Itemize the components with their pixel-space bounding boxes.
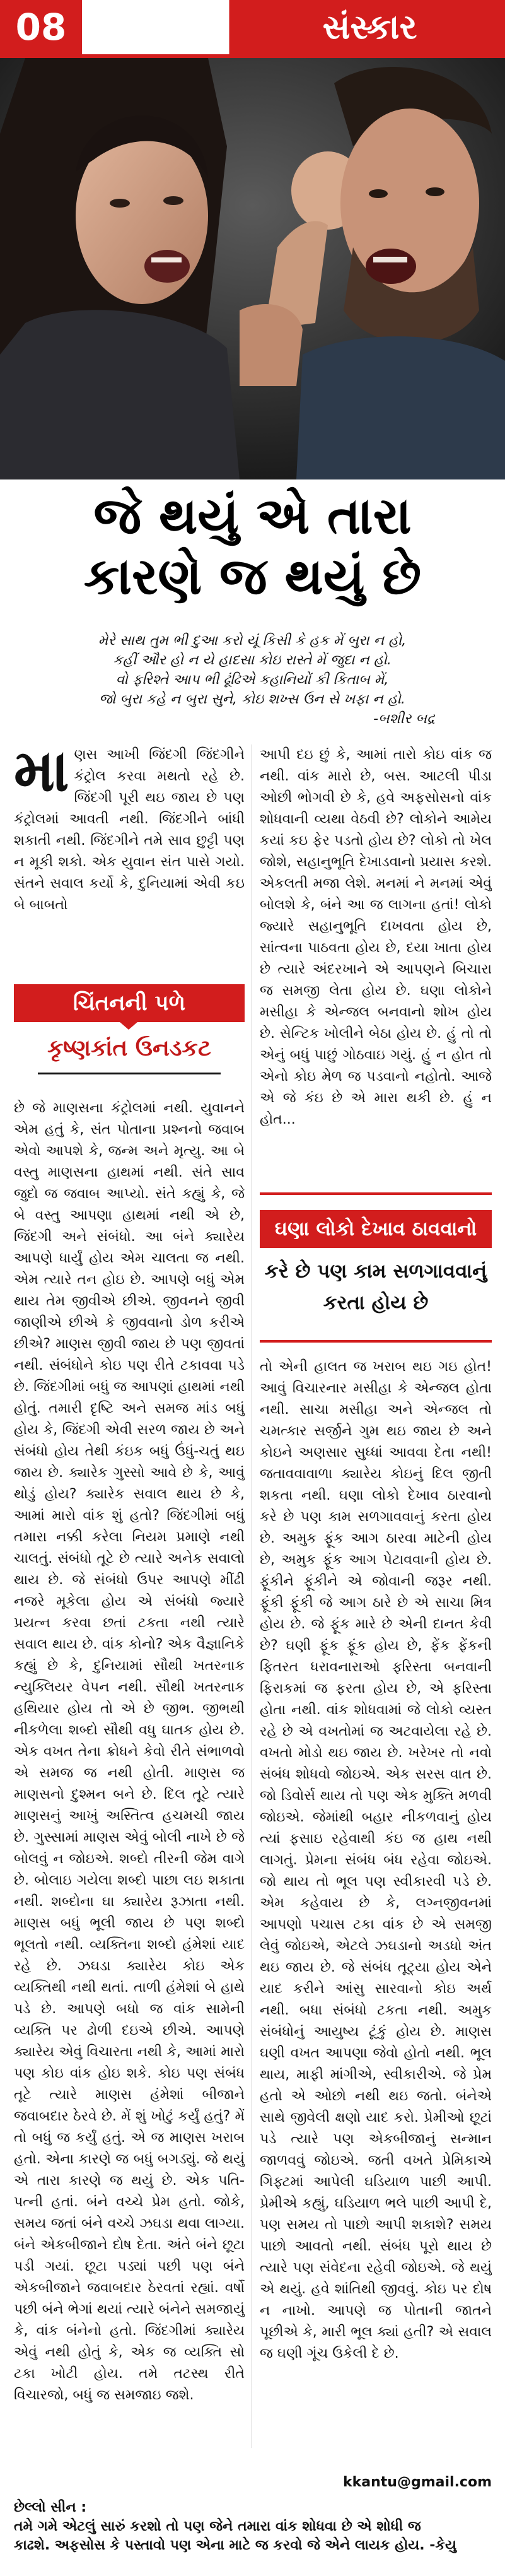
page-number: 08 [0, 0, 82, 54]
couple-arguing-photo [0, 58, 505, 479]
author-email: kkantu@gmail.com [343, 2474, 492, 2490]
masthead [0, 0, 505, 58]
pull-quote-banner: ઘણા લોકો દેખાવ ઠાવવાનો [260, 1210, 492, 1248]
last-scene-line: તમે ગમે એટલું સારું કરશો તો પણ જેને તમારા વાંક શોધવા છે એ શોધી જ [14, 2519, 421, 2534]
body-text-right-upper: આપી દઇ છું કે, આમાં તારો કોઇ વાંક જ નથી. વાંક મારો છે, બસ. આટલી પીડા ઓછી ભોગવી છે કે, હવે અફસોસનો વાંક શોધવાની વ્યથા વેઠવી છે? લોકોને આમેય કયાં કઇ ફેર પડતો હોય છે? લોકો તો ખેલ જોશે, સહાનુભૂતિ દેખાડવાનો પ્રયાસ કરશે. એકલતી મજા લેશે. મનમાં ને મનમાં એવું બોલશે કે, બંને આ જ લાગના હતાં! લોકો જ્યારે સહાનુભૂતિ દાખવતા હોય છે, સાંત્વના પાઠવતા હોય છે, દયા ખાતા હોય છે ત્યારે અંદરખાને એ આપણને બિચારા જ સમજી લેતા હોય છે. ઘણા લોકોને મસીહા કે એન્જલ બનવાનો શોખ હોય છે. સેન્ટિક ખોલીને બેઠા હોય છે. હું તો તો એનું બધું પાછું ગોઠવાઇ ગયું. હું ન હોત તો એનો કોઇ મેળ જ પડવાનો નહોતો. આજે એ જે કંઇ છે એ મારા થકી છે. હું ન હોત... [260, 747, 492, 1127]
column-label: ચિંતનની પળે [14, 984, 245, 1022]
section-brand: સંસ્કાર [235, 0, 505, 54]
article-body-right-upper [260, 744, 492, 1180]
last-scene-line: કાઢશે. અફસોસ કે પસ્તાવો પણ એના માટે જ કરવો જે એને લાયક હોય. -કેયુ [14, 2538, 456, 2553]
pull-quote-line: કરતા હોય છે [323, 1291, 429, 1314]
article-body-left [14, 1098, 245, 2486]
byline-rule [38, 1073, 221, 1074]
pull-quote-line: કરે છે પણ કામ સળગાવવાનું [264, 1260, 487, 1283]
body-text-right-lower: તો એની હાલત જ ખરાબ થઇ ગઇ હોત! આવું વિચારનાર મસીહા કે એન્જલ હોતા નથી. સાચા મસીહા અને એન્જલ તો ચમત્કાર સર્જીને ગુમ થઇ જાય છે અને કોઇને અણસાર સુધ્ધાં આવવા દેતા નથી! જતાવવાવાળા ક્યારેય કોઇનું દિલ જીતી શકતા નથી. ઘણા લોકો દેખાવ ઠારવાનો કરે છે પણ કામ સળગાવવાનું કરતા હોય છે. અમુક ફૂંક આગ ઠારવા માટેની હોય છે, અમુક ફૂંક આગ પેટાવવાની હોય છે. ફૂંકીને ફૂંકીને એ જોવાની જરૂર નથી. ફૂંકી ફૂંકી જે આગ ઠારે છે એ સાચા મિત્ર હોય છે. જે ફૂંક મારે છે એની દાનત કેવી છે? ઘણી ફૂંક ફૂંક હોય છે, ફેંક ફેંકની ફિતરત ધરાવનારાઓ ફરિસ્તા બનવાની ફિરાકમાં જ ફરતા હોય છે, એ ફરિસ્તા હોતા નથી. વાંક શોધવામાં જે લોકો વ્યસ્ત રહે છે એ વખતોમાં જ અટવાયેલા રહે છે. વખતો મોડો થઇ જાય છે. ખરેખર તો નવો સંબંધ શોધવો જોઇએ. એક સરસ વાત છે. જો ડિવોર્સ થાય તો પણ એક મુક્તિ મળવી જોઇએ. જેમાંથી બહાર નીકળવાનું હોય ત્યાં ફસાઇ રહેવાથી કંઇ જ હાથ નથી લાગતું. પ્રેમના સંબંધ બંધ રહેવા જોઇએ. જો થાય તો ભૂલ પણ સ્વીકારવી પડે છે. એમ કહેવાય છે કે, લગ્નજીવનમાં આપણો પચાસ ટકા વાંક છે એ સમજી લેવું જોઇએ, એટલે ઝઘડાનો અડધો અંત થઇ જાય છે. જે સંબંધ તૂટ્યા હોય એને યાદ કરીને આંસુ સારવાનો કોઇ અર્થ નથી. બધા સંબંધો ટકતા નથી. અમુક સંબંધોનું આયુષ્ય ટૂંકું હોય છે. માણસ ઘણી વખત આપણા જેવો હોતો નથી. ભૂલ થાય, માફી માંગીએ, સ્વીકારીએ. જે પ્રેમ હતો એ ઓછો નથી થઇ જતો. બંનેએ સાથે જીવેલી ક્ષણો યાદ કરો. પ્રેમીઓ છૂટાં પડે ત્યારે પણ એકબીજાનું સન્માન જાળવવું જોઇએ. જતી વખતે પ્રેમિકાએ ગિફ્ટમાં આપેલી ઘડિયાળ પાછી આપી. પ્રેમીએ કહ્યું, ઘડિયાળ ભલે પાછી આપી દે, પણ સમય તો પાછો આપી શકાશે? સમય પાછો આવતો નથી. સંબંધ પૂરો થાય છે ત્યારે પણ સંવેદના રહેવી જોઇએ. જે થયું એ થયું. હવે શાંતિથી જીવવું. કોઇ પર દોષ ન નાખો. આપણે જ પોતાની જાતને પૂછીએ કે, મારી ભૂલ ક્યાં હતી? એ સવાલ જ ઘણી ગૂંચ ઉકેલી દે છે. [260, 1359, 492, 2361]
headline-line-1: જે થયું એ તારા [93, 486, 412, 545]
opening-quote [25, 631, 479, 729]
quote-line: વો ફરિશ્તે આપ ભી ઢૂંઢિએ કહાનિયોં કી કિતાબ મેં, [115, 672, 389, 688]
headline-line-2: કારણે જ થયું છે [83, 547, 422, 606]
article-intro [14, 744, 245, 978]
body-text-left: છે જે માણસના કંટ્રોલમાં નથી. યુવાનને એમ હતું કે, સંત પોતાના પ્રશ્નનો જવાબ એવો આપશે કે, જન્મ અને મૃત્યુ. આ બે વસ્તુ માણસના હાથમાં નથી. સંતે સાવ જુદો જ જવાબ આપ્યો. સંતે કહ્યું કે, જે બે વસ્તુ આપણા હાથમાં નથી એ છે, જિંદગી અને સંબંધો. આ બંને ક્યારેય આપણે ધાર્યું હોય એમ ચાલતા જ નથી. એમ ત્યારે તન હોઇ છે. આપણે બધું એમ થાય તેમ જીવીએ છીએ. જીવનને જીવી જાણીએ છીએ કે જીવવાનો ડોળ કરીએ છીએ? માણસ જીવી જાય છે પણ જીવતાં નથી. સંબંધોને કોઇ પણ રીતે ટકાવવા પડે છે. જિંદગીમાં બધું જ આપણાં હાથમાં નથી હોતું. તમારી દૃષ્ટિ અને સમજ માંડ બધું હોય કે, જિંદગી એવી સરળ જાય છે અને સંબંધો હોય તેથી કંઇક બધું ઉંધું-ચતું થઇ જાય છે. ક્યારેક ગુસ્સો આવે છે કે, આવું થોડું હોય? ક્યારેક સવાલ થાય છે કે, આમાં મારો વાંક શું હતો? જિંદગીમાં બધું તમારા નક્કી કરેલા નિયમ પ્રમાણે નથી ચાલતું. સંબંધો તૂટે છે ત્યારે અનેક સવાલો થાય છે. જે સંબંધો ઉપર આપણે મીંઢી નજરે મૂકેલા હોય એ સંબંધો જ્યારે પ્રયત્ન કરવા છતાં ટકતા નથી ત્યારે સવાલ થાય છે. વાંક કોનો? એક વૈજ્ઞાનિકે કહ્યું છે કે, દુનિયામાં સૌથી ખતરનાક ન્યુક્લિયર વેપન નથી. સૌથી ખતરનાક હથિયાર હોય તો એ છે જીભ. જીભથી નીકળેલા શબ્દો સૌથી વધુ ઘાતક હોય છે. એક વખત તેના ક્રોધને કેવો રીતે સંભાળવો એ સમજ જ નથી હોતી. માણસ જ માણસનો દુશ્મન બને છે. દિલ તૂટે ત્યારે માણસનું આખું અસ્તિત્વ હચમચી જાય છે. ગુસ્સામાં માણસ એવું બોલી નાખે છે જે બોલવું ન જોઇએ. શબ્દો તીરની જેમ વાગે છે. બોલાઇ ગયેલા શબ્દો પાછા લઇ શકાતા નથી. શબ્દોના ઘા ક્યારેય રૂઝાતા નથી. માણસ બધું ભૂલી જાય છે પણ શબ્દો ભૂલતો નથી. વ્યક્તિના શબ્દો હંમેશાં યાદ રહે છે. ઝઘડા ક્યારેય કોઇ એક વ્યક્તિથી નથી થતાં. તાળી હંમેશાં બે હાથે પડે છે. આપણે બધો જ વાંક સામેની વ્યક્તિ પર ઢોળી દઇએ છીએ. આપણે ક્યારેય એવું વિચારતા નથી કે, આમાં મારો પણ કોઇ વાંક હોઇ શકે. કોઇ પણ સંબંધ તૂટે ત્યારે માણસ હંમેશાં બીજાને જવાબદાર ઠેરવે છે. મેં શું ખોટું કર્યું હતું? મેં તો બધું જ કર્યું હતું. એ જ માણસ ખરાબ હતો. એના કારણે જ બધું બગડ્યું. જે થયું એ તારા કારણે જ થયું છે. એક પતિ-પત્ની હતાં. બંને વચ્ચે પ્રેમ હતો. જોકે, સમય જતાં બંને વચ્ચે ઝઘડા થવા લાગ્યા. બંને એકબીજાને દોષ દેતા. અંતે બંને છૂટા પડી ગયાં. છૂટા પડ્યાં પછી પણ બંને એકબીજાને જવાબદાર ઠેરવતાં રહ્યાં. વર્ષો પછી બંને ભેગાં થયાં ત્યારે બંનેને સમજાયું કે, વાંક બંનેનો હતો. જિંદગીમાં ક્યારેય એવું નથી હોતું કે, એક જ વ્યક્તિ સો ટકા ખોટી હોય. તમે તટસ્થ રીતે વિચારજો, બધું જ સમજાઇ જશે. [14, 1100, 245, 2403]
drop-cap: મા [14, 744, 69, 804]
author-byline: કૃષ્ણકાંત ઉનડકટ [47, 1035, 211, 1061]
last-scene [14, 2498, 492, 2555]
pull-quote-text [260, 1256, 492, 1319]
quote-line: મેરે સાથ તુમ ભી દુઆ કરો યૂં કિસી કે હક મેં બુરા ન હો, [98, 633, 407, 649]
quote-author: -બશીર બદ્ર [373, 711, 435, 727]
last-scene-title: છેલ્લો સીન : [14, 2500, 87, 2515]
quote-line: જો બુરા કહે ન બુરા સુને, કોઇ શખ્સ ઉન સે ખફા ન હો. [99, 691, 405, 707]
headline [0, 486, 505, 607]
article-body-right-lower [260, 1356, 492, 2467]
pull-quote [260, 1192, 492, 1343]
quote-line: કહીં ઔર હો ન યે હાદસા કોઇ રાસ્તે મેં જુદા ન હો. [113, 652, 392, 668]
intro-text: ણસ આખી જિંદગી જિંદગીને કંટ્રોલ કરવા મથતો રહે છે. જિંદગી પૂરી થઇ જાય છે પણ કંટ્રોલમાં આવતી નથી. જિંદગીને બાંધી શકાતી નથી. જિંદગીને તમે સાવ છુટ્ટી પણ ન મૂકી શકો. એક યુવાન સંત પાસે ગયો. સંતને સવાલ કર્યો કે, દુનિયામાં એવી કઇ બે બાબતો [14, 747, 245, 913]
